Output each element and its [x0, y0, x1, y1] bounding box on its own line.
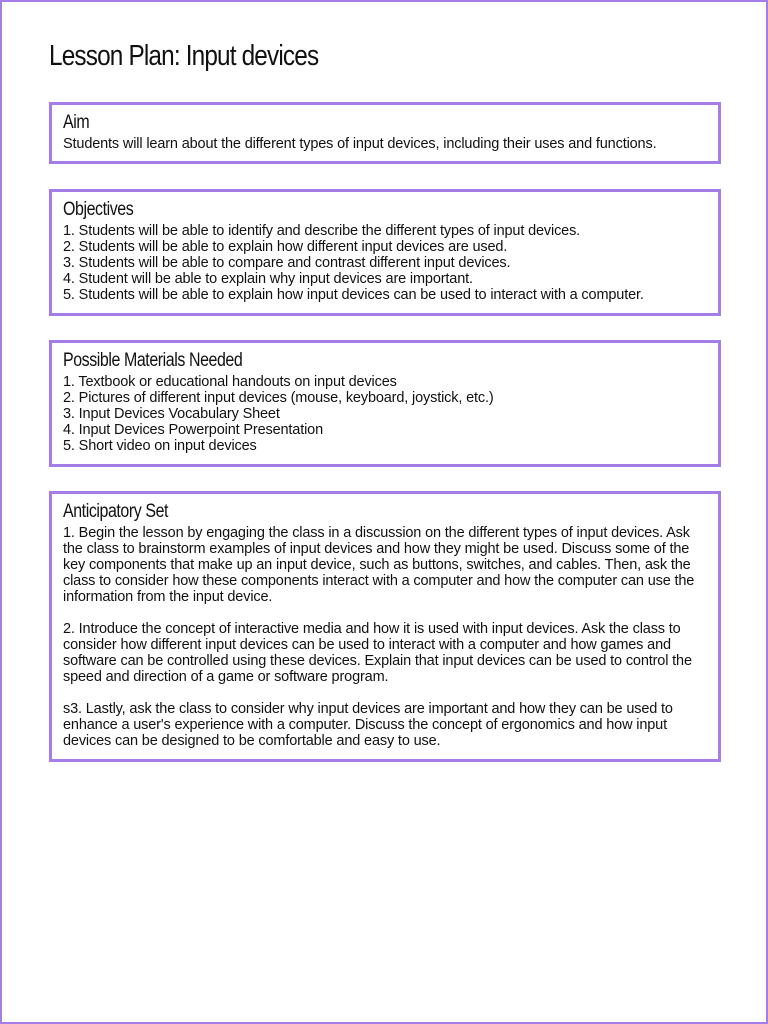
material-item: 5. Short video on input devices [63, 438, 257, 454]
anticipatory-paragraph: 1. Begin the lesson by engaging the class in a discussion on the different types of input devices. Ask the class to brainstorm examples of input devices and how they might be used. Discuss some of the key components that make up an input device, such as buttons, switches, and cables. Then, ask the class to consider how these components interact with a computer and how the computer can use the information from the input device. [63, 525, 695, 605]
objectives-heading: Objectives [63, 199, 134, 220]
aim-text: Students will learn about the different types of input devices, including their uses and functions. [63, 136, 657, 152]
anticipatory-set-section [49, 491, 721, 762]
objective-item: 5. Students will be able to explain how input devices can be used to interact with a computer. [63, 287, 644, 303]
objectives-list [63, 223, 708, 303]
page-title: Lesson Plan: Input devices [49, 40, 319, 72]
material-item: 2. Pictures of different input devices (mouse, keyboard, joystick, etc.) [63, 390, 494, 406]
material-item: 3. Input Devices Vocabulary Sheet [63, 406, 280, 422]
objective-item: 1. Students will be able to identify and describe the different types of input devices. [63, 223, 581, 239]
anticipatory-paragraph: 2. Introduce the concept of interactive media and how it is used with input devices. Ask the class to consider how different input devices can be used to interact with a computer and how games and software can be controlled using these devices. Explain that input devices can be used to control the speed and direction of a game or software program. [63, 621, 692, 685]
objectives-section [49, 189, 721, 316]
anticipatory-paragraph: s3. Lastly, ask the class to consider why input devices are important and how they can be used to enhance a user's experience with a computer. Discuss the concept of ergonomics and how input devices can be designed to be comfortable and easy to use. [63, 701, 673, 749]
materials-section [49, 340, 721, 467]
materials-heading: Possible Materials Needed [63, 350, 243, 371]
objective-item: 3. Students will be able to compare and contrast different input devices. [63, 255, 511, 271]
aim-section [49, 102, 721, 164]
material-item: 1. Textbook or educational handouts on input devices [63, 374, 397, 390]
anticipatory-set-heading: Anticipatory Set [63, 501, 169, 522]
objective-item: 2. Students will be able to explain how different input devices are used. [63, 239, 508, 255]
material-item: 4. Input Devices Powerpoint Presentation [63, 422, 323, 438]
materials-list [63, 374, 708, 454]
objective-item: 4. Student will be able to explain why input devices are important. [63, 271, 473, 287]
aim-heading: Aim [63, 112, 90, 133]
